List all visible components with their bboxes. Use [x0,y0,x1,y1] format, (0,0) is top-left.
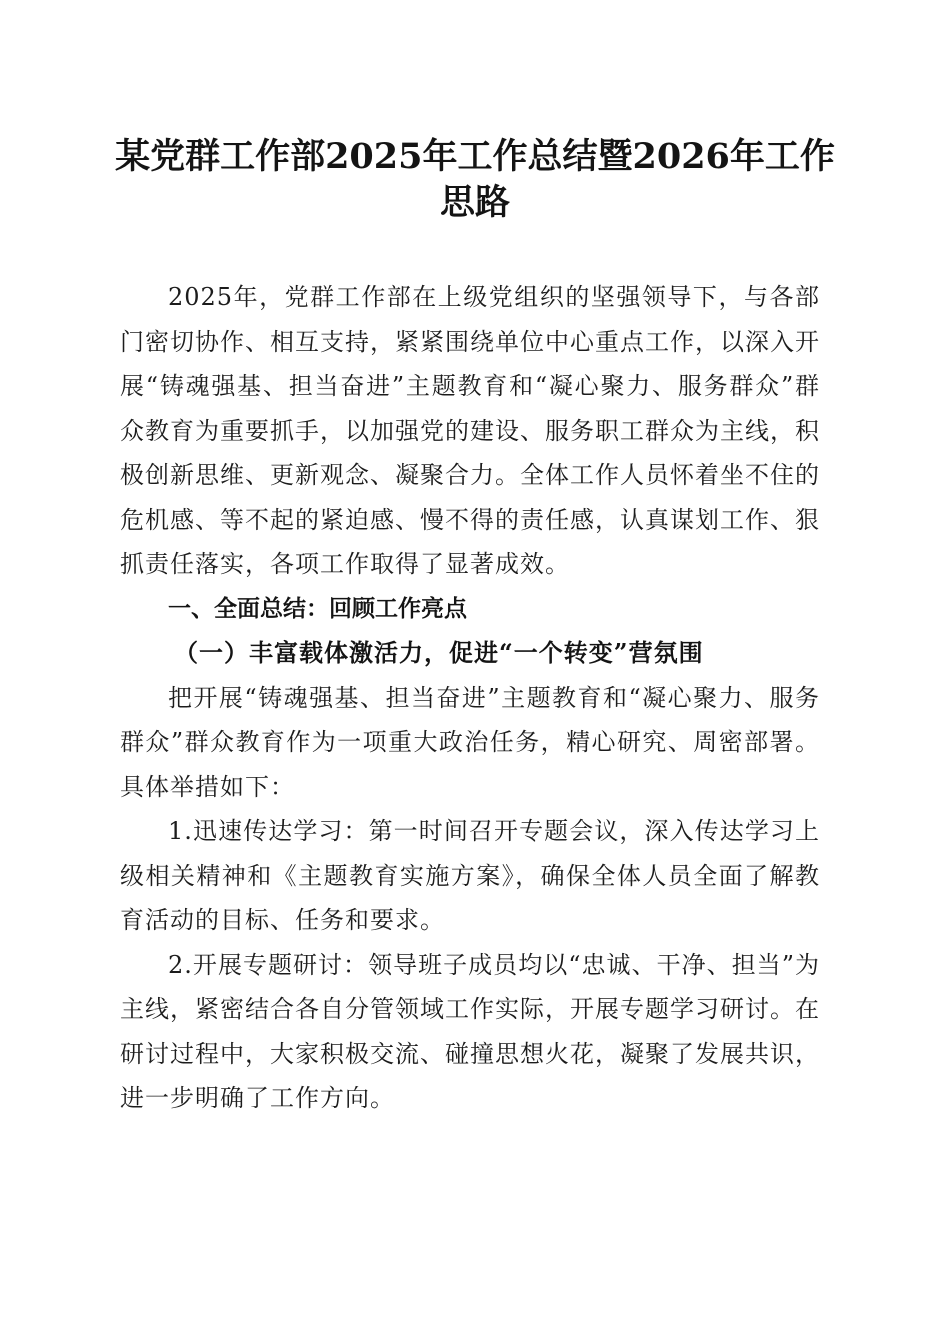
list-item-paragraph: 2.开展专题研讨：领导班子成员均以“忠诚、干净、担当”为主线，紧密结合各自分管领域工作实际，开展专题学习研讨。在研讨过程中，大家积极交流、碰撞思想火花，凝聚了发展共识，进一步明确了工作方向。 [120,950,820,1112]
document-body [120,275,820,1121]
intro-paragraph: 2025年，党群工作部在上级党组织的坚强领导下，与各部门密切协作、相互支持，紧紧围绕单位中心重点工作，以深入开展“铸魂强基、担当奋进”主题教育和“凝心聚力、服务群众”群众教育为重要抓手，以加强党的建设、服务职工群众为主线，积极创新思维、更新观念、凝聚合力。全体工作人员怀着坐不住的危机感、等不起的紧迫感、慢不得的责任感，认真谋划工作、狠抓责任落实，各项工作取得了显著成效。 [120,283,820,578]
document-title: 某党群工作部2025年工作总结暨2026年工作思路 [115,136,835,223]
section-heading: 一、全面总结：回顾工作亮点 [168,595,467,622]
subsection-intro-paragraph: 把开展“铸魂强基、担当奋进”主题教育和“凝心聚力、服务群众”群众教育作为一项重大政治任务，精心研究、周密部署。具体举措如下： [120,683,820,801]
list-item-paragraph: 1.迅速传达学习：第一时间召开专题会议，深入传达学习上级相关精神和《主题教育实施方案》，确保全体人员全面了解教育活动的目标、任务和要求。 [120,817,820,934]
subsection-heading: （一）丰富载体激活力，促进“一个转变”营氛围 [174,638,704,667]
